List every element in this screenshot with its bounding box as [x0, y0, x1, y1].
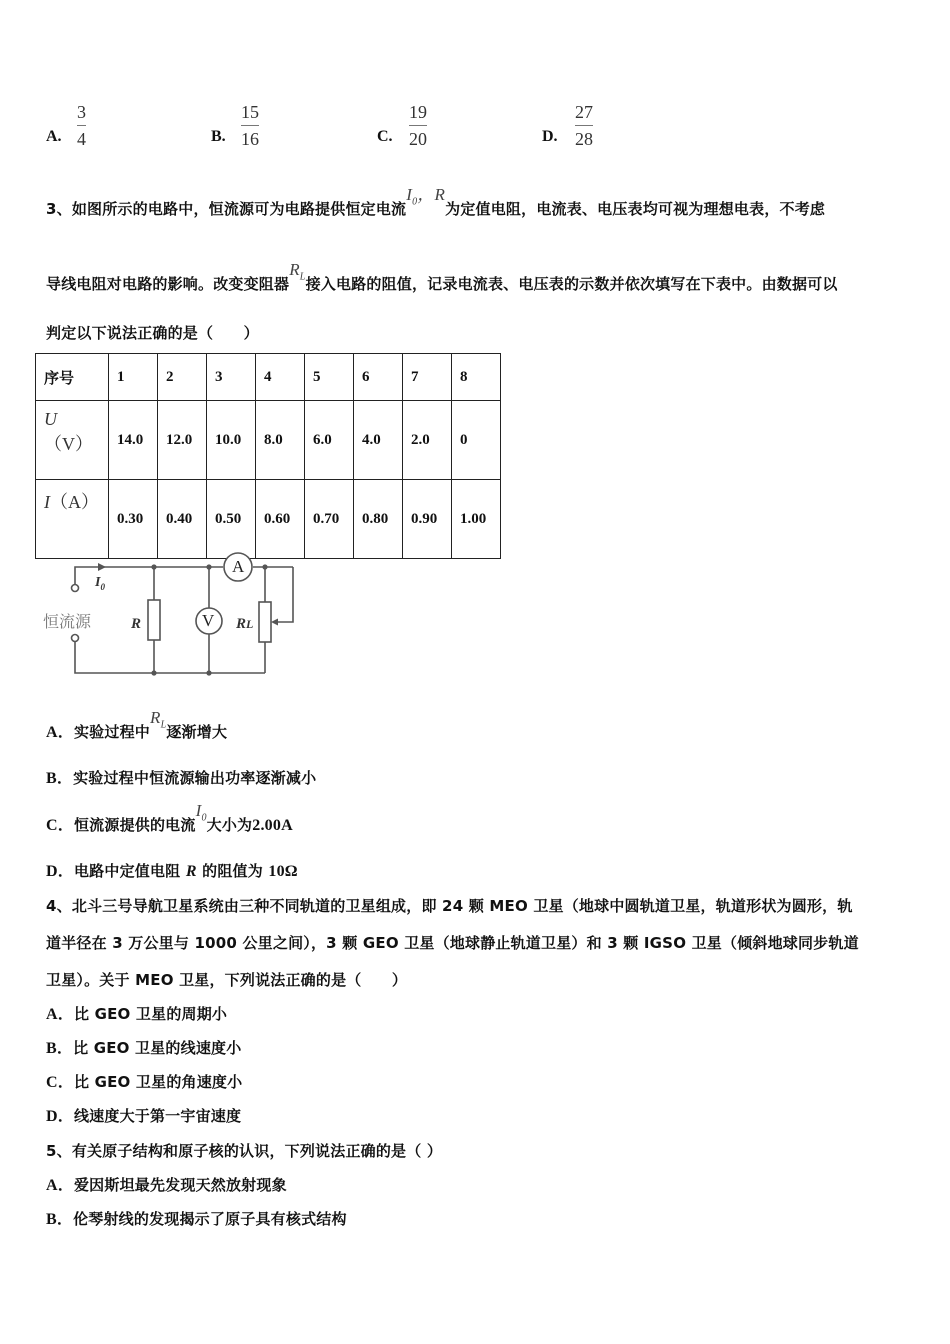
q3-option-a: A．实验过程中$R_L$逐渐增大	[46, 708, 228, 741]
q5-option-a: A．爱因斯坦最先发现天然放射现象	[46, 1176, 287, 1194]
header-cell: 7	[403, 354, 452, 401]
header-cell: 8	[452, 354, 501, 401]
current-cell: 0.30	[109, 480, 158, 559]
q4-option-b: B．比 GEO 卫星的线速度小	[46, 1039, 242, 1057]
q2-option-a-fraction: 3 4	[77, 102, 86, 149]
q3-option-d: D．电路中定值电阻 R 的阻值为 10Ω	[46, 862, 298, 880]
q3-stem-line-3: 判定以下说法正确的是（ ）	[46, 324, 259, 342]
header-index-label: 序号	[36, 354, 109, 401]
q2-option-a-label: A.	[46, 128, 62, 145]
voltage-cell: 10.0	[207, 401, 256, 480]
header-cell: 2	[158, 354, 207, 401]
q4-stem-line-2: 道半径在 3 万公里与 1000 公里之间），3 颗 GEO 卫星（地球静止轨道卫星）和 3 颗 IGSO 卫星（倾斜地球同步轨道	[46, 934, 859, 952]
q2-option-c-label: C.	[377, 128, 393, 145]
current-cell: 0.40	[158, 480, 207, 559]
voltage-cell: 2.0	[403, 401, 452, 480]
voltage-row-label: U（V）	[36, 401, 109, 480]
header-cell: 4	[256, 354, 305, 401]
q3-option-b: B．实验过程中恒流源输出功率逐渐减小	[46, 769, 317, 787]
q4-option-c: C．比 GEO 卫星的角速度小	[46, 1073, 243, 1091]
q3-option-c: C．恒流源提供的电流$I_0$大小为2.00A	[46, 801, 293, 834]
voltage-cell: 12.0	[158, 401, 207, 480]
header-cell: 3	[207, 354, 256, 401]
header-cell: 5	[305, 354, 354, 401]
q2-option-c-fraction: 19 20	[409, 102, 427, 149]
table-row-current	[36, 480, 501, 559]
q2-option-b-fraction: 15 16	[241, 102, 259, 149]
header-cell: 1	[109, 354, 158, 401]
symbol-i0: $I_0$	[406, 185, 418, 208]
table-row-voltage	[36, 401, 501, 480]
symbol-rl: $R_L$	[149, 708, 167, 731]
current-cell: 0.70	[305, 480, 354, 559]
q4-stem-line-3: 卫星）。关于 MEO 卫星，下列说法正确的是（ ）	[46, 971, 408, 989]
voltage-cell: 4.0	[354, 401, 403, 480]
symbol-rl: $R_L$	[289, 260, 306, 283]
q4-option-a: A．比 GEO 卫星的周期小	[46, 1005, 228, 1023]
q2-option-d-fraction: 27 28	[575, 102, 593, 149]
current-cell: 0.60	[256, 480, 305, 559]
voltage-cell: 0	[452, 401, 501, 480]
current-source-label: 恒流源	[43, 612, 92, 631]
q5-option-b: B．伦琴射线的发现揭示了原子具有核式结构	[46, 1210, 347, 1228]
q3-data-table	[35, 353, 501, 559]
current-cell: 1.00	[452, 480, 501, 559]
circuit-diagram	[40, 550, 310, 685]
ammeter-icon: A	[232, 557, 245, 576]
q3-stem-line-1: 3、如图所示的电路中，恒流源可为电路提供恒定电流$I_0$，R为定值电阻，电流表、电压表均可视为理想电表，不考虑	[46, 185, 826, 218]
voltage-cell: 8.0	[256, 401, 305, 480]
symbol-i0: $I_0$	[195, 801, 207, 824]
symbol-r: R	[434, 185, 446, 204]
header-cell: 6	[354, 354, 403, 401]
i0-label: $I_0$	[95, 575, 105, 592]
current-row-label: I（A）	[36, 480, 109, 559]
current-cell: 0.50	[207, 480, 256, 559]
q4-stem-line-1: 4、北斗三号导航卫星系统由三种不同轨道的卫星组成，即 24 颗 MEO 卫星（地球中圆轨道卫星，轨道形状为圆形，轨	[46, 897, 853, 915]
q3-stem-line-2: 导线电阻对电路的影响。改变变阻器$R_L$接入电路的阻值，记录电流表、电压表的示数并依次填写在下表中。由数据可以	[46, 260, 838, 293]
q5-stem: 5、有关原子结构和原子核的认识，下列说法正确的是（ ）	[46, 1142, 443, 1160]
voltage-cell: 6.0	[305, 401, 354, 480]
resistor-r-label: R	[131, 616, 142, 632]
rheostat-rl-label: RL	[236, 616, 254, 632]
table-header-row	[36, 354, 501, 401]
voltage-cell: 14.0	[109, 401, 158, 480]
current-cell: 0.90	[403, 480, 452, 559]
voltmeter-icon: V	[202, 611, 215, 630]
q4-option-d: D．线速度大于第一宇宙速度	[46, 1107, 242, 1125]
current-cell: 0.80	[354, 480, 403, 559]
q2-option-d-label: D.	[542, 128, 558, 145]
q2-option-b-label: B.	[211, 128, 226, 145]
